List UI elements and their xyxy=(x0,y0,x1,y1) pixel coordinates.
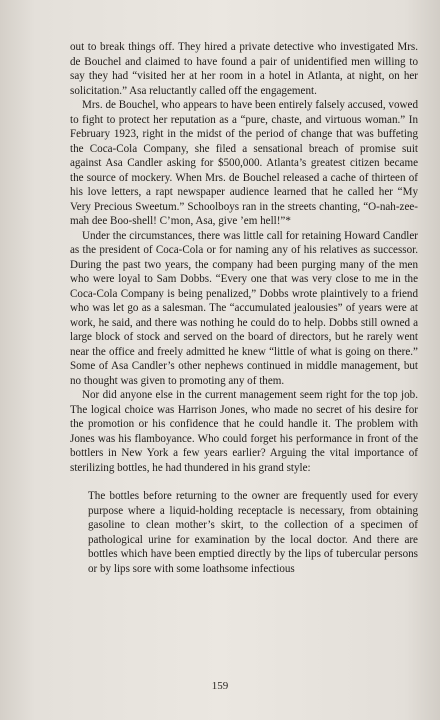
page-number: 159 xyxy=(211,680,229,692)
paragraph-howard-candler: Under the circumstances, there was little call for retaining Howard Candler as the president of Coca-Cola or for naming any of his relatives as successor. During the past two years, the company had been purging many of the men who were loyal to Sam Dobbs. “Every one that was very close to me in the Coca-Cola Company is being penalized,” Dobbs wrote plaintively to a friend who was let go as a salesman. The “accumulated jealousies” of years were at work, he said, and there was nothing he could do to help. Dobbs still owned a large block of stock and served on the board of directors, but he rarely went near the office and freely admitted he knew “little of what is going on there.” Some of Asa Candler’s other nephews continued in middle management, but no thought was given to promoting any of them. xyxy=(70,229,418,387)
paragraph-de-bouchel-suit: Mrs. de Bouchel, who appears to have been entirely falsely accused, vowed to fight to protect her reputation as a “pure, chaste, and virtuous woman.” In February 1923, right in the midst of the period of change that was buffeting the Coca-Cola Company, she filed a sensational breach of promise suit against Asa Candler asking for $500,000. Atlanta’s greatest citizen became the source of mockery. When Mrs. de Bouchel released a cache of thirteen of his love letters, a rapt newspaper audience learned that he called her “My Very Precious Sweetum.” Schoolboys ran in the streets chanting, “O-nah-zee-mah dee Boo-shell! C’mon, Asa, give ’em hell!”* xyxy=(70,99,418,227)
body-text xyxy=(70,40,418,576)
paragraph-harrison-jones: Nor did anyone else in the current management seem right for the top job. The logical choice was Harrison Jones, who made no secret of his desire for the promotion or his confidence that he could handle it. The problem with Jones was his flamboyance. Who could forget his performance in front of the bottlers in New York a few years earlier? Arguing the vital importance of sterilizing bottles, he had thundered in his grand style: xyxy=(70,389,418,474)
block-quote: The bottles before returning to the owner are frequently used for every purpose where a liquid-holding receptacle is necessary, from obtaining gasoline to clean mother’s skirt, to the collection of a specimen of pathological urine for examination by the local doctor. And there are bottles which have been emptied directly by the lips of tubercular persons or by lips sore with some loathsome infectious xyxy=(88,490,418,575)
paragraph-continued: out to break things off. They hired a private detective who investigated Mrs. de Bouchel and claimed to have found a pair of unidentified men willing to say they had “visited her at her room in a hotel in Atlanta, at night, on her solicitation.” Asa reluctantly called off the engagement. xyxy=(70,41,418,97)
